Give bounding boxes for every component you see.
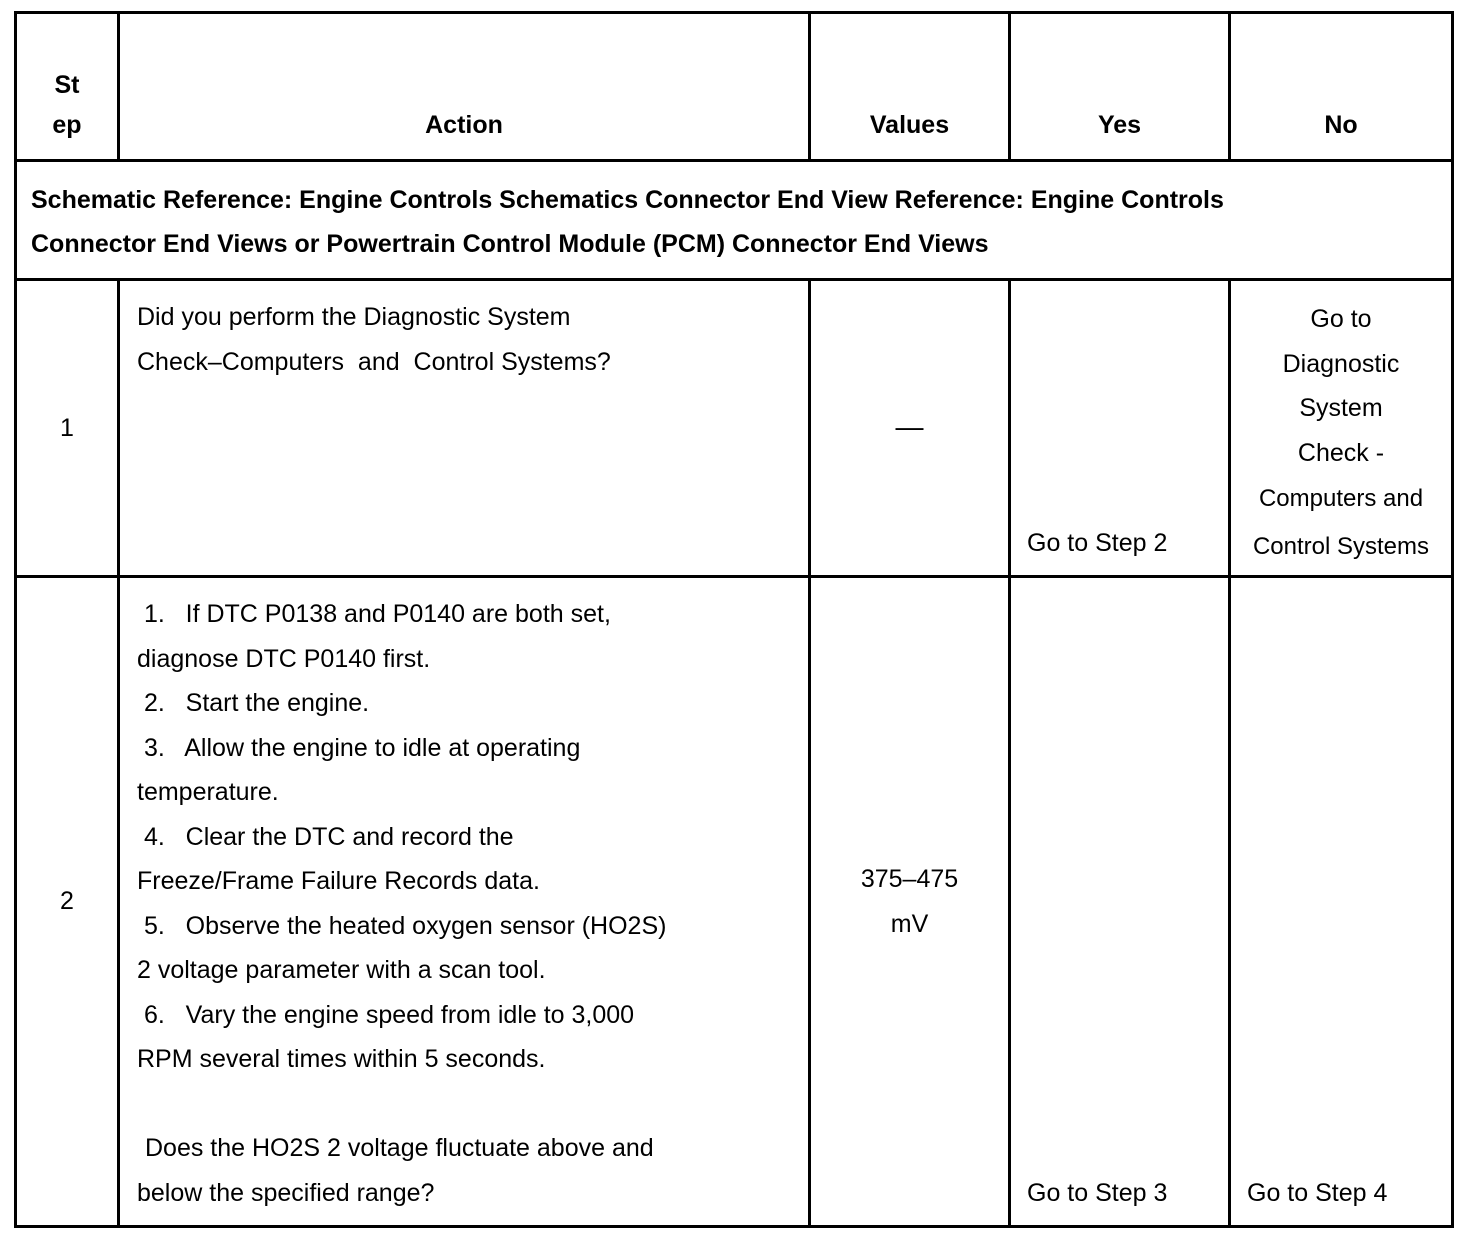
action-line: RPM several times within 5 seconds. [137, 1045, 546, 1073]
action-line: temperature. [137, 778, 279, 806]
table-row-step-2 [16, 577, 1453, 1227]
values-cell [810, 577, 1010, 1227]
header-values: Values [810, 13, 1010, 161]
action-line: 2 voltage parameter with a scan tool. [137, 956, 546, 984]
action-line: 2. Start the engine. [137, 689, 370, 717]
action-line: Check–Computers and Control Systems? [137, 347, 611, 376]
no-cell: Go to Step 4 [1230, 577, 1453, 1227]
header-step-line2: ep [52, 111, 82, 139]
header-step [16, 13, 119, 161]
header-action: Action [119, 13, 810, 161]
action-line: Freeze/Frame Failure Records data. [137, 867, 540, 895]
action-question-line: below the specified range? [137, 1178, 435, 1207]
header-row [16, 13, 1453, 161]
reference-line-2: Connector End Views or Powertrain Control Module (PCM) Connector End Views [31, 230, 989, 258]
header-yes: Yes [1010, 13, 1230, 161]
no-line: Computers and [1258, 485, 1424, 512]
no-line: Check - [1297, 438, 1385, 467]
reference-line-1: Schematic Reference: Engine Controls Schematics Connector End View Reference: Engine Controls [31, 186, 1224, 214]
header-no: No [1230, 13, 1453, 161]
diagnostic-table [14, 11, 1454, 1228]
step-number: 2 [16, 577, 119, 1227]
value-unit: mV [890, 909, 929, 938]
yes-cell: Go to Step 3 [1010, 577, 1230, 1227]
action-line: 1. If DTC P0138 and P0140 are both set, [137, 600, 611, 628]
header-step-line1: St [54, 71, 80, 99]
step-number: 1 [16, 280, 119, 577]
values-cell [810, 280, 1010, 577]
action-spacer [137, 1082, 792, 1127]
no-line: Control Systems [1252, 533, 1430, 560]
no-line: Go to [1310, 305, 1372, 333]
table-row-step-1 [16, 280, 1453, 577]
reference-row [16, 161, 1453, 280]
value-text: — [895, 411, 924, 443]
yes-cell: Go to Step 2 [1010, 280, 1230, 577]
action-line: diagnose DTC P0140 first. [137, 644, 431, 673]
value-range: 375–475 [860, 865, 959, 893]
action-line: 5. Observe the heated oxygen sensor (HO2S) [137, 911, 667, 940]
action-line: 3. Allow the engine to idle at operating [137, 733, 581, 762]
action-question-line: Does the HO2S 2 voltage fluctuate above and [145, 1134, 654, 1162]
schematic-reference [16, 161, 1453, 280]
action-line: 4. Clear the DTC and record the [137, 822, 514, 851]
action-cell [119, 280, 810, 577]
no-cell [1230, 280, 1453, 577]
no-line: Diagnostic [1282, 349, 1400, 378]
no-line: System [1299, 394, 1383, 422]
action-line: 6. Vary the engine speed from idle to 3,000 [137, 1000, 635, 1029]
action-line: Did you perform the Diagnostic System [137, 303, 571, 331]
action-cell [119, 577, 810, 1227]
